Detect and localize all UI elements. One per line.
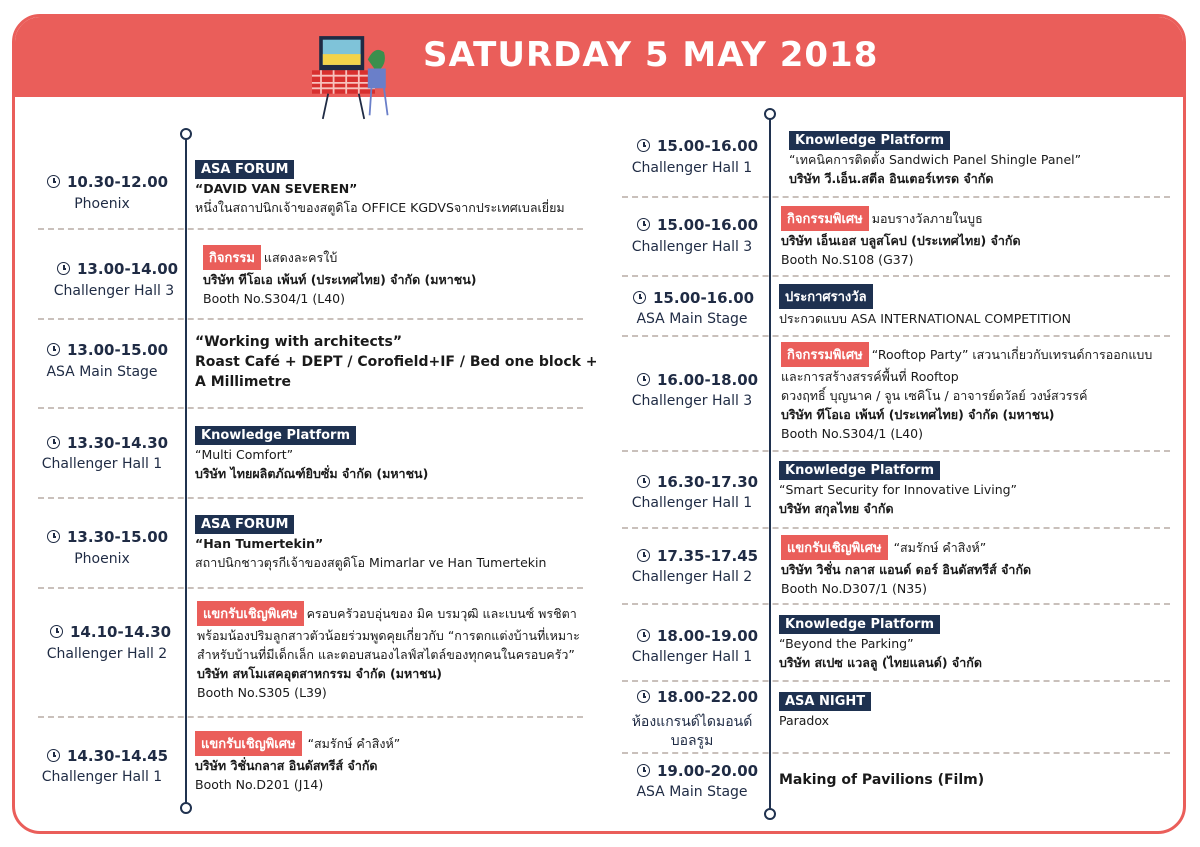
event-venue: Phoenix (74, 196, 130, 212)
event-line: Booth No.D201 (J14) (195, 777, 324, 792)
event-line: บริษัท วิชั่นกลาส อินดัสทรีส์ จำกัด (195, 758, 378, 773)
event-line: “DAVID VAN SEVEREN” (195, 181, 358, 196)
event-venue: Challenger Hall 2 (46, 646, 168, 662)
row-divider (38, 716, 583, 718)
row-divider (38, 497, 583, 499)
clock-icon (47, 749, 60, 762)
event-badge: ประกาศรางวัล (779, 284, 873, 309)
event-line: Booth No.S305 (L39) (197, 685, 327, 700)
event-line: บริษัท สหโมเสคอุตสาหกรรม จำกัด (มหาชน) (197, 666, 443, 681)
row-divider (622, 196, 1170, 198)
tv-illustration (312, 32, 402, 132)
event-venue: Challenger Hall 1 (41, 769, 163, 785)
event-venue-line2: บอลรูม (670, 733, 714, 749)
event-venue: Challenger Hall 1 (631, 649, 753, 665)
left-timeline-bottom-dot (180, 802, 192, 814)
clock-icon (633, 291, 646, 304)
event-venue: Challenger Hall 1 (41, 456, 163, 472)
event-line: บริษัท วี.เอ็น.สตีล อินเตอร์เทรด จำกัด (789, 171, 994, 186)
event-line: บริษัท ทีโอเอ เพ้นท์ (ประเทศไทย) จำกัด (มหาชน) (781, 407, 1055, 422)
left-timeline-top-dot (180, 128, 192, 140)
event-badge-suffix: “สมรักษ์ คำสิงห์” (307, 736, 401, 751)
right-timeline (769, 116, 771, 810)
clock-icon (637, 549, 650, 562)
row-divider (622, 603, 1170, 605)
event-venue: ASA Main Stage (636, 784, 748, 800)
event-line: บริษัท วิชั่น กลาส แอนด์ ดอร์ อินดัสทรีส์ จำกัด (781, 562, 1032, 577)
event-time: 17.35-17.45 (637, 547, 758, 565)
event-badge: Knowledge Platform (779, 615, 940, 634)
row-divider (622, 450, 1170, 452)
event-line: บริษัท ทีโอเอ เพ้นท์ (ประเทศไทย) จำกัด (มหาชน) (203, 272, 477, 287)
event-line: Roast Café + DEPT / Corofield+IF / Bed one block + (195, 354, 598, 370)
event-badge-suffix: มอบรางวัลภายในบูธ (871, 211, 983, 226)
event-line: และการสร้างสรรค์พื้นที่ Rooftop (781, 369, 959, 384)
clock-icon (637, 690, 650, 703)
event-line: Making of Pavilions (Film) (779, 772, 985, 788)
event-venue: ASA Main Stage (636, 311, 748, 327)
event-line: สถาปนิกชาวตุรกีเจ้าของสตูดิโอ Mimarlar ve Han Tumertekin (195, 555, 547, 570)
event-badge: แขกรับเชิญพิเศษ (195, 731, 302, 756)
event-time: 14.30-14.45 (47, 747, 168, 765)
event-time: 18.00-19.00 (637, 627, 758, 645)
event-time: 13.00-14.00 (57, 260, 178, 278)
event-badge: ASA FORUM (195, 160, 294, 179)
event-line: ดวงฤทธิ์ บุญนาค / จูน เซคิโน / อาจารย์ดวัลย์ วงษ์สวรรค์ (781, 388, 1088, 403)
event-line: บริษัท สกุลไทย จำกัด (779, 501, 894, 516)
clock-icon (57, 262, 70, 275)
event-line: Booth No.D307/1 (N35) (781, 581, 928, 596)
event-venue: Challenger Hall 2 (631, 569, 753, 585)
event-line: A Millimetre (195, 374, 292, 390)
left-timeline (185, 135, 187, 805)
event-badge: ASA NIGHT (779, 692, 871, 711)
row-divider (38, 407, 583, 409)
row-divider (622, 335, 1170, 337)
event-badge: ASA FORUM (195, 515, 294, 534)
event-line: หนึ่งในสถาปนิกเจ้าของสตูดิโอ OFFICE KGDVSจากประเทศเบลเยี่ยม (195, 200, 565, 215)
event-line: สำหรับบ้านที่มีเด็กเล็ก และตอบสนองไลฟ์สไตล์ของทุกคนในครอบครัว” (197, 647, 575, 662)
event-time: 13.30-14.30 (47, 434, 168, 452)
event-line: “Working with architects” (195, 334, 403, 350)
event-badge-suffix: แสดงละครใบ้ (263, 250, 338, 265)
event-venue: Phoenix (74, 551, 130, 567)
event-time: 19.00-20.00 (637, 762, 758, 780)
event-line: “Multi Comfort” (195, 447, 294, 462)
event-line: “Smart Security for Innovative Living” (779, 482, 1018, 497)
event-line: Booth No.S304/1 (L40) (781, 426, 923, 441)
event-time: 10.30-12.00 (47, 173, 168, 191)
clock-icon (47, 175, 60, 188)
event-badge: แขกรับเชิญพิเศษ (781, 535, 888, 560)
clock-icon (50, 625, 63, 638)
event-line: บริษัท เอ็นเอส บลูสโคป (ประเทศไทย) จำกัด (781, 233, 1021, 248)
event-badge: กิจกรรมพิเศษ (781, 206, 869, 231)
row-divider (38, 587, 583, 589)
event-time: 16.00-18.00 (637, 371, 758, 389)
event-time: 15.00-16.00 (633, 289, 754, 307)
event-line: Paradox (779, 713, 830, 728)
event-line: บริษัท ไทยผลิตภัณฑ์ยิบซั่ม จำกัด (มหาชน) (195, 466, 429, 481)
event-time: 15.00-16.00 (637, 216, 758, 234)
right-timeline-bottom-dot (764, 808, 776, 820)
row-divider (622, 275, 1170, 277)
event-badge: กิจกรรมพิเศษ (781, 342, 869, 367)
event-time: 16.30-17.30 (637, 473, 758, 491)
right-timeline-top-dot (764, 108, 776, 120)
event-time: 13.30-15.00 (47, 528, 168, 546)
clock-icon (637, 764, 650, 777)
event-time: 14.10-14.30 (50, 623, 171, 641)
event-venue: ห้องแกรนด์ไดมอนด์ (631, 714, 753, 730)
event-time: 15.00-16.00 (637, 137, 758, 155)
clock-icon (637, 629, 650, 642)
clock-icon (637, 475, 650, 488)
clock-icon (637, 139, 650, 152)
event-line: บริษัท สเปซ แวลลู (ไทยแลนด์) จำกัด (779, 655, 982, 670)
event-venue: Challenger Hall 1 (631, 495, 753, 511)
event-line: “Han Tumertekin” (195, 536, 324, 551)
event-line: Booth No.S108 (G37) (781, 252, 914, 267)
event-badge-suffix: “Rooftop Party” เสวนาเกี่ยวกับเทรนด์การออกแบบ (871, 347, 1153, 362)
event-badge: กิจกรรม (203, 245, 261, 270)
event-badge: Knowledge Platform (195, 426, 356, 445)
event-venue: Challenger Hall 3 (53, 283, 175, 299)
event-badge: แขกรับเชิญพิเศษ (197, 601, 304, 626)
event-venue: Challenger Hall 1 (631, 160, 753, 176)
page-title: SATURDAY 5 MAY 2018 (423, 35, 879, 75)
row-divider (38, 318, 583, 320)
row-divider (38, 228, 583, 230)
clock-icon (47, 436, 60, 449)
clock-icon (637, 218, 650, 231)
event-venue: Challenger Hall 3 (631, 239, 753, 255)
event-line: ประกวดแบบ ASA INTERNATIONAL COMPETITION (779, 311, 1072, 326)
event-time: 13.00-15.00 (47, 341, 168, 359)
event-badge: Knowledge Platform (779, 461, 940, 480)
row-divider (622, 752, 1170, 754)
clock-icon (47, 343, 60, 356)
clock-icon (47, 530, 60, 543)
clock-icon (637, 373, 650, 386)
event-badge: Knowledge Platform (789, 131, 950, 150)
event-line: “เทคนิคการติดตั้ง Sandwich Panel Shingle Panel” (789, 152, 1082, 167)
row-divider (622, 527, 1170, 529)
row-divider (622, 680, 1170, 682)
event-badge-suffix: ครอบครัวอบอุ่นของ มิค บรมวุฒิ และเบนซ์ พรชิตา (306, 606, 577, 621)
event-line: “Beyond the Parking” (779, 636, 914, 651)
header-bar (15, 17, 1183, 97)
event-line: พร้อมน้องปริมลูกสาวตัวน้อยร่วมพูดคุยเกี่ยวกับ “การตกแต่งบ้านที่เหมาะ (197, 628, 580, 643)
event-time: 18.00-22.00 (637, 688, 758, 706)
event-badge-suffix: “สมรักษ์ คำสิงห์” (893, 540, 987, 555)
event-venue: ASA Main Stage (46, 364, 158, 380)
event-line: Booth No.S304/1 (L40) (203, 291, 345, 306)
event-venue: Challenger Hall 3 (631, 393, 753, 409)
